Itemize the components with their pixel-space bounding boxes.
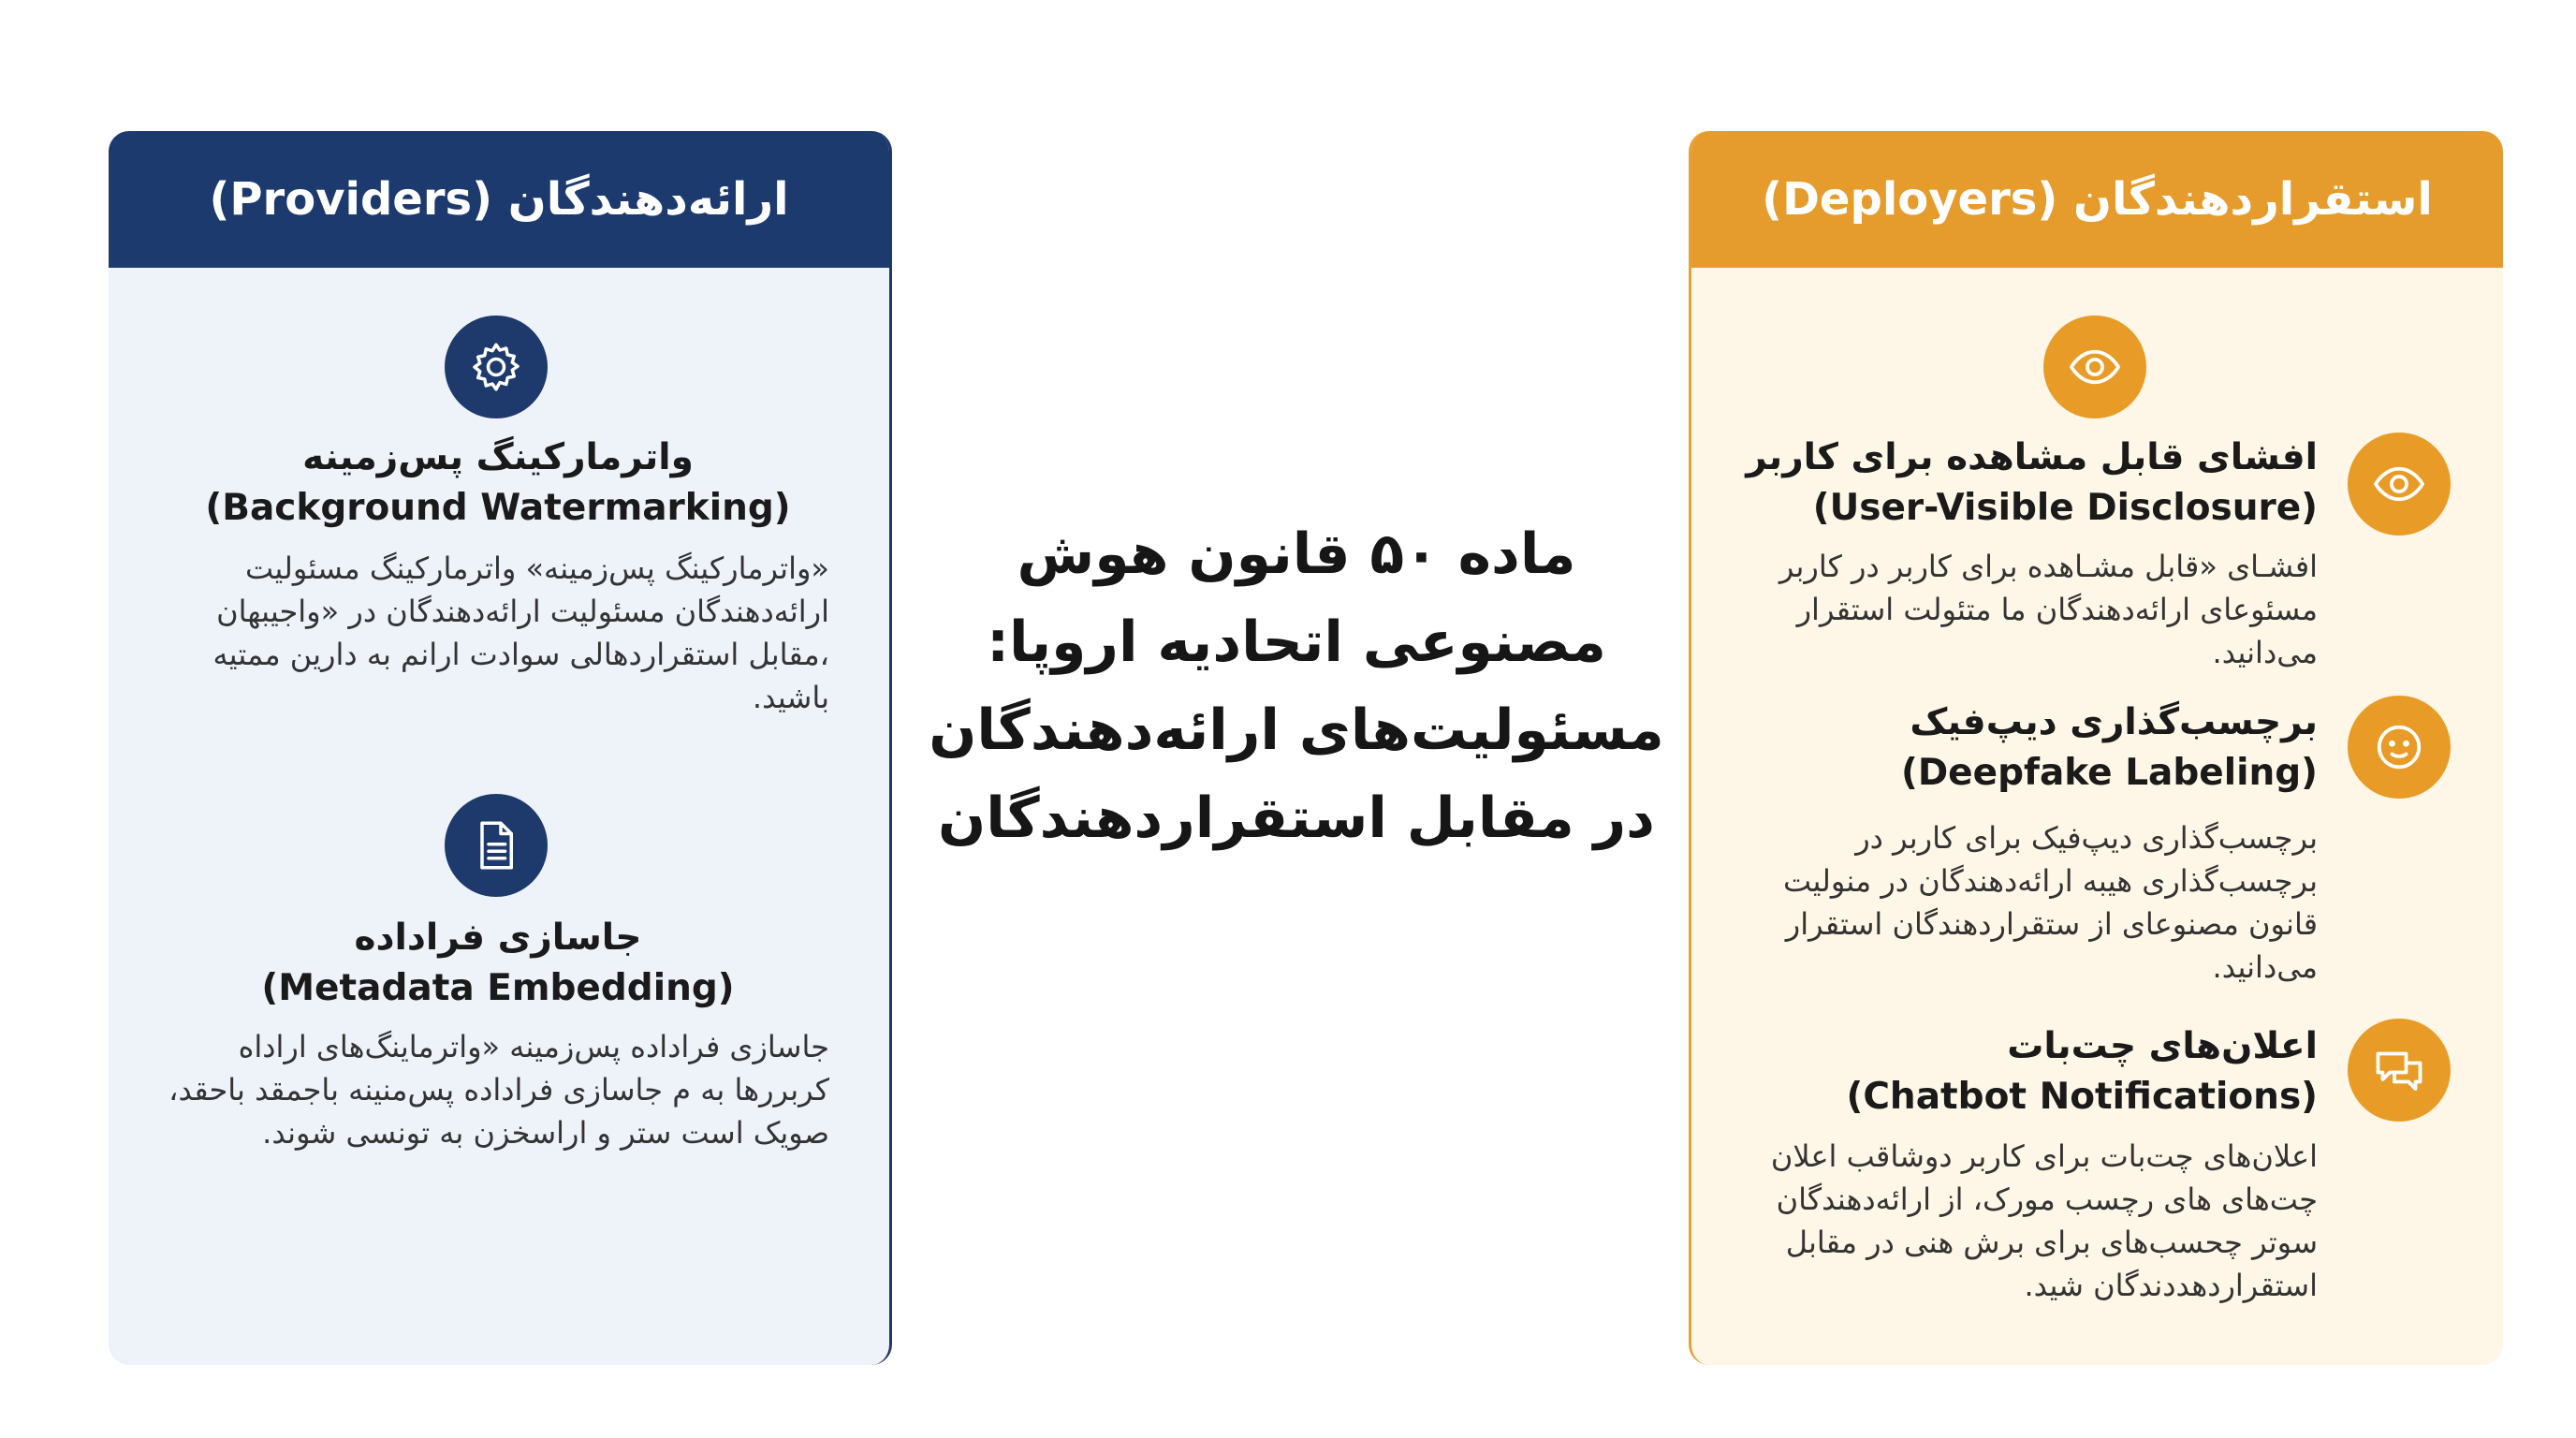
deployers-header: استقراردهندگان (Deployers) — [1691, 131, 2503, 268]
chat-icon — [2348, 1019, 2451, 1122]
metadata-title-fa: جاسازی فراداده — [354, 917, 642, 959]
eye-icon — [2043, 315, 2146, 418]
gear-icon — [445, 315, 548, 418]
watermarking-title-en: (Background Watermarking) — [205, 487, 791, 529]
chatbot-title-fa: اعلان‌های چت‌بات — [2007, 1025, 2318, 1067]
deepfake-title-fa: برچسب‌گذاری دیپ‌فیک — [1910, 701, 2318, 743]
metadata-title — [165, 913, 831, 1014]
eye-icon — [2348, 433, 2451, 536]
deepfake-description: برچسب‌گذاری دیپ‌فیک برای کاربر در برچسب‌گذاری هیبه ارائه‌دهندگان در منولیت قانون مصنوعای از ستقراردهندگان استقرار می‌دانید. — [1783, 820, 2318, 985]
document-icon — [445, 794, 548, 897]
disclosure-description: افشـای «قابل مشـاهده برای کاربر در کاربر مسئوعای ارائه‌دهندگان ما متئولت استقرار می‌دانید. — [1778, 549, 2318, 670]
watermarking-title-fa: واترمارکینگ پس‌زمینه — [302, 436, 694, 478]
deepfake-title-en: (Deepfake Labeling) — [1900, 752, 2318, 794]
watermarking-title — [165, 433, 831, 534]
disclosure-title-en: (User-Visible Disclosure) — [1812, 487, 2318, 529]
face-icon — [2348, 696, 2451, 799]
metadata-description: جاسازی فراداده پس‌زمینه «واترماینگ‌های اراداه کربررها به م جاسازی فراداده پس‌منینه باجمقد باحقد، صویک است ستر و اراسخزن به تونسی شوند. — [168, 1029, 829, 1151]
metadata-title-en: (Metadata Embedding) — [261, 967, 735, 1009]
providers-header: ارائه‌دهندگان (Providers) — [109, 131, 889, 268]
disclosure-title — [1741, 433, 2318, 534]
main-title: ماده ۵۰ قانون هوش مصنوعی اتحادیه اروپا: مسئولیت‌های ارائه‌دهندگان در مقابل استقراردهندگان — [929, 521, 1664, 851]
watermarking-description: «واترمارکینگ پس‌زمینه» واترمارکینگ مسئولیت ارائه‌دهندگان مسئولیت ارائه‌دهندگان در «واجیبهان ،مقابل استقراردهالی سوادت ارانم به دارین ممتیه باشید. — [212, 550, 829, 715]
disclosure-title-fa: افشای قابل مشاهده برای کاربر — [1746, 436, 2318, 478]
chatbot-title-en: (Chatbot Notifications) — [1846, 1076, 2318, 1118]
deepfake-title — [1741, 697, 2318, 799]
chatbot-description: اعلان‌های چت‌بات برای کاربر دوشاقب اعلان چت‌های های رچسب مورک، از ارائه‌دهندگان سوتر چحسب‌های برای برش هنی در مقابل استقراردهددندگان شید. — [1770, 1138, 2318, 1303]
chatbot-title — [1741, 1021, 2318, 1123]
